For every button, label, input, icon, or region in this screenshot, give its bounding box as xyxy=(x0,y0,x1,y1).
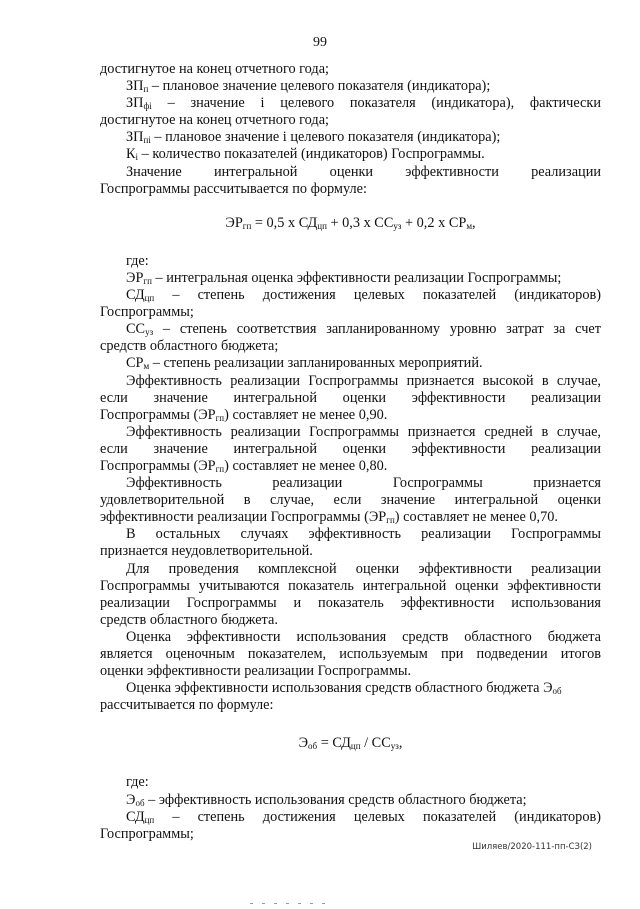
page-number: 99 xyxy=(313,35,327,50)
scan-marks xyxy=(250,892,390,896)
definition: $СР_м$ – степень реализации запланированных мероприятий. xyxy=(126,355,483,372)
text-line: В остальных случаях эффективность реализации Госпрограммы xyxy=(126,526,601,543)
definition: $СД_{цп}$ – степень достижения целевых показателей (индикаторов) xyxy=(126,287,601,304)
text-line: удовлетворительной в случае, если значение интегральной оценки xyxy=(100,492,601,509)
text-line: Оценка эффективности использования средств областного бюджета xyxy=(126,628,601,645)
text-line: Эффективность реализации Госпрограммы признается средней в случае, xyxy=(126,423,601,440)
text-line: средств областного бюджета. xyxy=(100,611,278,628)
text-line: Госпрограммы; xyxy=(100,825,194,842)
text-line: Госпрограммы рассчитывается по формуле: xyxy=(100,180,367,197)
text-line: оценки эффективности реализации Госпрограммы. xyxy=(100,663,412,680)
definition: $ЭР_{гп}$ – интегральная оценка эффективности реализации Госпрограммы; xyxy=(126,269,562,286)
text-line: эффективности реализации Госпрограммы $(ЭР_{гп})$ составляет не менее 0,70. xyxy=(100,509,558,526)
definition: $СС_{уз}$ – степень соответствия запланированному уровню затрат за счет xyxy=(126,321,601,338)
text-line: рассчитывается по формуле: xyxy=(100,697,274,714)
text-line: Госпрограммы учитываются показатель интегральной оценки эффективности xyxy=(100,577,601,594)
text-line: Эффективность реализации Госпрограммы признается высокой в случае, xyxy=(126,372,601,389)
where-label: где: xyxy=(126,252,149,269)
page-content xyxy=(100,61,601,843)
text-line: признается неудовлетворительной. xyxy=(100,543,313,560)
text-line: Госпрограммы $(ЭР_{гп})$ составляет не менее 0,80. xyxy=(100,457,388,474)
text-line: Эффективность реализации Госпрограммы признается xyxy=(126,475,601,492)
text-line: реализации Госпрограммы и показатель эффективности использования xyxy=(100,594,601,611)
text-line: $ЗП_{пi}$ – плановое значение i целевого показателя (индикатора); xyxy=(126,129,501,146)
text-line: $ЗП_п$ – плановое значение целевого показателя (индикатора); xyxy=(126,78,491,95)
text-line: если значение интегральной оценки эффективности реализации xyxy=(100,389,601,406)
text-line: если значение интегральной оценки эффективности реализации xyxy=(100,440,601,457)
formula-integral: $ЭР_{гп} = 0,5$ х $СД_{цп} + 0,3$ х $СС_{уз} + 0,2$ х $СР_м$, xyxy=(225,214,476,231)
where-label: где: xyxy=(126,774,149,791)
text-line: $ЗП_{фi}$ – значение i целевого показателя (индикатора), фактически xyxy=(126,95,601,112)
text-line: $К_i$ – количество показателей (индикаторов) Госпрограммы. xyxy=(126,146,485,163)
text-line: средств областного бюджета; xyxy=(100,338,279,355)
document-code: Шиляев/2020-111-пп-СЗ(2) xyxy=(472,842,592,852)
text-line: Значение интегральной оценки эффективности реализации xyxy=(126,163,601,180)
text-line: достигнутое на конец отчетного года; xyxy=(100,112,330,129)
text-line: Госпрограммы; xyxy=(100,304,194,321)
text-line: достигнутое на конец отчетного года; xyxy=(100,61,330,77)
definition: $Э_{об}$ – эффективность использования средств областного бюджета; xyxy=(126,791,527,808)
text-line: является оценочным показателем, используемым при подведении итогов xyxy=(100,646,601,662)
text-line: Оценка эффективности использования средств областного бюджета $Э_{об}$ xyxy=(126,680,562,697)
formula-budget: $Э_{об} = СД_{цп} / СС_{уз}$, xyxy=(298,735,403,752)
text-line: Для проведения комплексной оценки эффективности реализации xyxy=(126,560,601,577)
definition: $СД_{цп}$ – степень достижения целевых показателей (индикаторов) xyxy=(126,808,601,825)
text-line: Госпрограммы $(ЭР_{гп})$ составляет не менее 0,90. xyxy=(100,406,388,423)
